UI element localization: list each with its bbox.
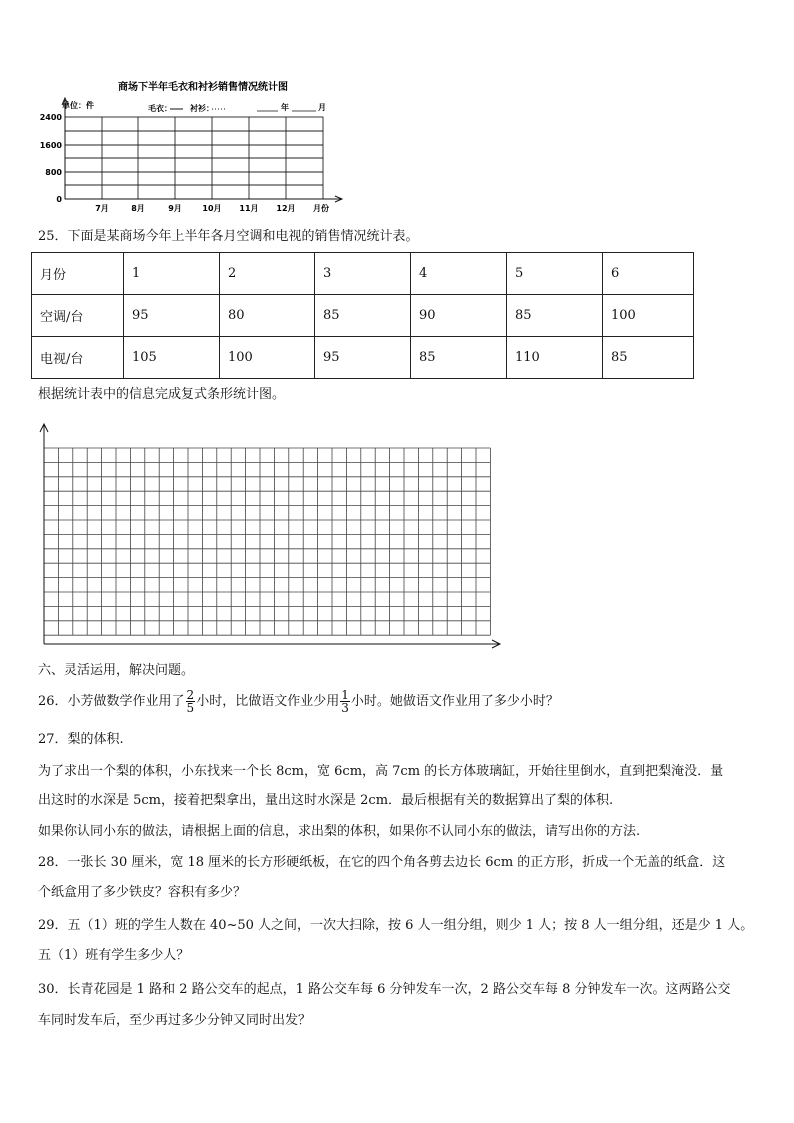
table-cell: 105 [124, 337, 220, 379]
y-tick-2400: 2400 [39, 113, 62, 122]
table-cell: 110 [507, 337, 603, 379]
frac2-denominator: 3 [341, 701, 349, 715]
x-label-oct: 10月 [202, 204, 222, 213]
table-cell: 90 [411, 295, 507, 337]
q30-line1: 30．长青花园是 1 路和 2 路公交车的起点，1 路公交车每 6 分钟发车一次，2 路公交车每 8 分钟发车一次。这两路公交 [38, 982, 731, 997]
x-label-nov: 11月 [239, 204, 259, 213]
table-cell: 6 [603, 253, 694, 295]
y-tick-800: 800 [45, 168, 62, 177]
y-tick-1600: 1600 [39, 141, 62, 150]
frac2-numerator: 1 [341, 688, 349, 702]
table-row [32, 295, 694, 337]
table-cell: 80 [220, 295, 315, 337]
q25-instruction: 根据统计表中的信息完成复式条形统计图。 [38, 387, 286, 402]
x-label-jul: 7月 [95, 204, 109, 213]
table-cell: 5 [507, 253, 603, 295]
fraction-one-third [340, 689, 350, 714]
top-chart-month: 月 [318, 103, 326, 112]
q27-line3: 如果你认同小东的做法，请根据上面的信息，求出梨的体积，如果你不认同小东的做法，请写出你的方法. [38, 824, 641, 839]
table-cell: 95 [124, 295, 220, 337]
q26-part1: 26．小芳做数学作业用了 [38, 694, 185, 709]
q26-part3: 小时。她做语文作业用了多少小时？ [350, 694, 559, 709]
q28-line2: 个纸盒用了多少铁皮？容积有多少？ [38, 885, 247, 900]
top-chart-title: 商场下半年毛衣和衬衫销售情况统计图 [118, 82, 288, 93]
table-cell: 4 [411, 253, 507, 295]
table-cell: 95 [315, 337, 411, 379]
table-cell: 空调/台 [32, 295, 124, 337]
top-chart-grid [65, 117, 323, 199]
top-chart-year: 年 [281, 103, 289, 112]
frac1-denominator: 5 [186, 701, 195, 715]
q29-line2: 五（1）班有学生多少人？ [38, 948, 190, 963]
table-cell: 85 [603, 337, 694, 379]
x-label-month: 月份 [313, 204, 329, 213]
table-cell: 85 [507, 295, 603, 337]
table-cell: 100 [220, 337, 315, 379]
table-cell: 100 [603, 295, 694, 337]
table-cell: 2 [220, 253, 315, 295]
table-cell: 月份 [32, 253, 124, 295]
table-row [32, 337, 694, 379]
q30-line2: 车同时发车后，至少再过多少分钟又同时出发？ [38, 1013, 312, 1028]
fraction-two-fifths [186, 689, 196, 714]
x-label-aug: 8月 [131, 204, 145, 213]
q27-line1: 为了求出一个梨的体积，小东找来一个长 8cm，宽 6cm，高 7cm 的长方体玻璃缸，开始往里倒水，直到把梨淹没．量 [38, 764, 724, 779]
top-chart-legend-shirt: 衬衫： [190, 104, 214, 113]
table-cell: 电视/台 [32, 337, 124, 379]
q25-text: 25．下面是某商场今年上半年各月空调和电视的销售情况统计表。 [38, 229, 419, 244]
top-chart-legend-sweater: 毛衣： [148, 104, 172, 113]
q26-part2: 小时，比做语文作业少用 [196, 694, 340, 709]
table-cell: 3 [315, 253, 411, 295]
q27-title: 27．梨的体积. [38, 732, 124, 747]
top-chart-unit: 单位：件 [62, 101, 94, 110]
q26-text [38, 687, 559, 717]
q29-line1: 29．五（1）班的学生人数在 40~50 人之间，一次大扫除，按 6 人一组分组，则少 1 人；按 8 人一组分组，还是少 1 人。 [38, 918, 754, 933]
table-cell: 85 [315, 295, 411, 337]
blank-bar-chart-grid [36, 420, 506, 655]
x-label-dec: 12月 [276, 204, 296, 213]
frac1-numerator: 2 [186, 688, 195, 702]
q28-line1: 28．一张长 30 厘米，宽 18 厘米的长方形硬纸板，在它的四个角各剪去边长 6cm 的正方形，折成一个无盖的纸盒．这 [38, 855, 726, 870]
table-cell: 85 [411, 337, 507, 379]
q27-line2: 出这时的水深是 5cm，接着把梨拿出，量出这时水深是 2cm．最后根据有关的数据算出了梨的体积. [38, 793, 614, 808]
top-sales-line-chart [35, 72, 355, 217]
table-cell: 1 [124, 253, 220, 295]
y-tick-0: 0 [56, 195, 62, 204]
sales-table [31, 252, 694, 379]
x-label-sep: 9月 [168, 204, 182, 213]
section6-title: 六、灵活运用，解决问题。 [38, 663, 195, 678]
table-row [32, 253, 694, 295]
